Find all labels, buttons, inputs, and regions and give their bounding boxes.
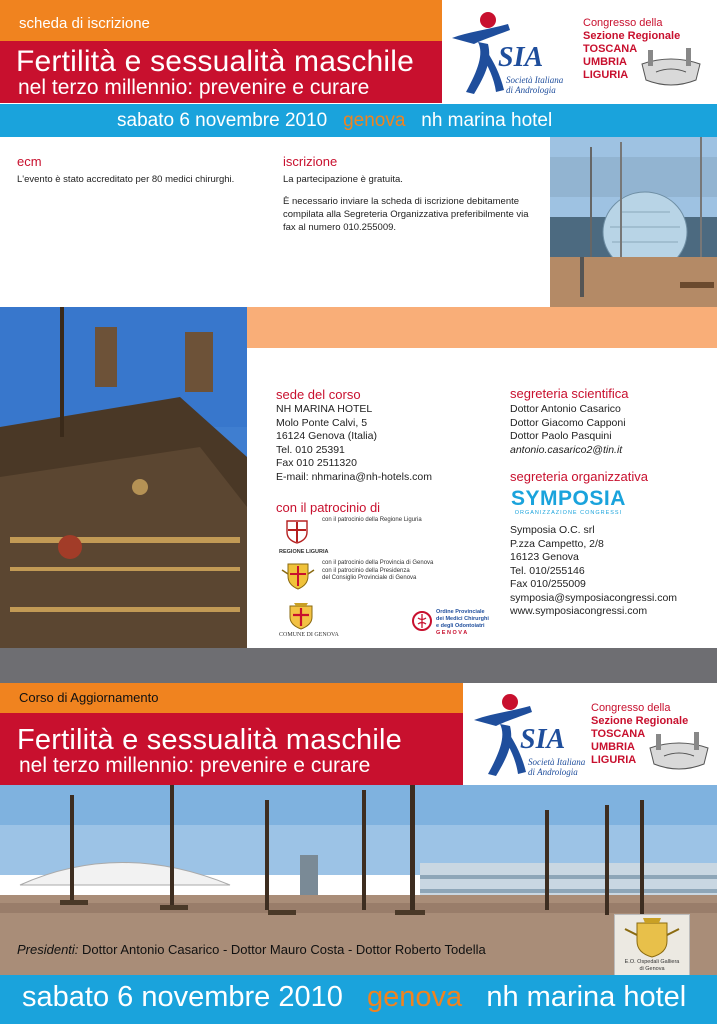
organizzativa-line2: P.zza Campetto, 2/8 <box>510 537 604 550</box>
iscrizione-p2 <box>283 195 529 234</box>
presidents-label: Presidenti: <box>17 942 79 957</box>
presidents-names: Dottor Antonio Casarico - Dottor Mauro Costa - Dottor Roberto Todella <box>82 942 486 957</box>
organizzativa-line4: Tel. 010/255146 <box>510 564 585 577</box>
lighthouse-icon <box>636 42 706 92</box>
grey-separator-bar <box>0 648 717 683</box>
sede-line4: Tel. 010 25391 <box>276 443 345 456</box>
ordine-line1: Ordine Provinciale <box>436 609 485 615</box>
regione-liguria-label: REGIONE LIGURIA <box>279 549 329 555</box>
bottom-city: genova <box>367 981 463 1013</box>
ecm-text: L'evento è stato accreditato per 80 medici chirurghi. <box>17 174 235 185</box>
top-date-line <box>117 110 552 132</box>
organizzativa-website: www.symposiacongressi.com <box>510 605 648 617</box>
symposia-logo-sub: ORGANIZZAZIONE CONGRESSI <box>514 510 623 516</box>
symposia-logo-text: SYMPOSIA <box>511 487 626 510</box>
ordine-line3: e degli Odontoiatri <box>436 623 485 629</box>
top-date: sabato 6 novembre 2010 <box>117 110 328 131</box>
provincia-text <box>322 560 433 583</box>
middle-peach-bar <box>247 307 717 348</box>
regione-liguria-text: con il patrocinio della Regione Liguria <box>322 517 422 523</box>
segreteria-scientifica-heading: segreteria scientifica <box>510 386 629 401</box>
organizzativa-line1: Symposia O.C. srl <box>510 524 595 536</box>
galliera-line2: di Genova <box>639 966 665 972</box>
congress-line1: Congresso della <box>583 17 663 29</box>
top-city: genova <box>343 110 406 131</box>
iscrizione-heading: iscrizione <box>283 154 338 169</box>
sia-logo-bottom <box>470 690 590 784</box>
sede-details <box>276 403 432 484</box>
top-title-main: Fertilità e sessualità maschile <box>16 45 415 78</box>
iscrizione-p2-line1: È necessario inviare la scheda di iscrizione debitamente <box>283 196 520 207</box>
congress-bottom-line2: Sezione Regionale <box>591 715 689 727</box>
symposia-logo <box>511 488 626 516</box>
scientifica-line2: Dottor Giacomo Capponi <box>510 416 626 429</box>
regione-liguria-emblem <box>284 518 310 544</box>
congress-line2: Sezione Regionale <box>583 30 681 42</box>
sede-heading: sede del corso <box>276 387 361 402</box>
scientifica-line1: Dottor Antonio Casarico <box>510 403 621 415</box>
comune-genova-label: COMUNE DI GENOVA <box>279 632 339 638</box>
sia-name: SIA <box>498 42 544 73</box>
regione-liguria-icon <box>284 518 310 544</box>
provincia-genova-emblem <box>281 562 315 590</box>
bottom-venue: nh marina hotel <box>486 981 687 1013</box>
port-photo <box>550 137 717 307</box>
comune-genova-icon <box>286 602 316 630</box>
galliera-logo <box>614 914 690 978</box>
ordine-medici-text <box>436 609 489 637</box>
organizzativa-email: symposia@symposiacongressi.com <box>510 591 678 604</box>
sia-logo <box>448 8 568 102</box>
sia-line1: Società Italiana <box>506 75 564 85</box>
scientifica-email: antonio.casarico2@tin.it <box>510 443 623 456</box>
sia-line1-bottom: Società Italiana <box>528 757 586 767</box>
bottom-title-main: Fertilità e sessualità maschile <box>17 724 402 756</box>
lighthouse-emblem <box>636 42 706 92</box>
provincia-genova-icon <box>281 562 315 590</box>
ordine-line2: dei Medici Chirurghi <box>436 616 489 622</box>
congress-region-1: TOSCANA <box>583 43 638 55</box>
bottom-date-line <box>22 981 686 1014</box>
bottom-title-sub: nel terzo millennio: prevenire e curare <box>19 754 371 777</box>
ordine-city: G E N O V A <box>436 630 468 636</box>
iscrizione-p2-line3: fax al numero 010.255009. <box>283 222 397 233</box>
comune-genova-emblem <box>286 602 316 630</box>
provincia-line1: con il patrocinio della Provincia di Genova <box>322 560 434 566</box>
sede-line2: Molo Ponte Calvi, 5 <box>276 416 368 429</box>
lighthouse-emblem-bottom <box>644 726 714 776</box>
congress-bottom-region-1: TOSCANA <box>591 728 646 740</box>
sede-line3: 16124 Genova (Italia) <box>276 430 377 442</box>
provincia-line2: con il patrocinio della Presidenza <box>322 567 410 574</box>
galleon-photo <box>0 307 247 648</box>
ordine-medici-icon <box>411 610 433 632</box>
bottom-header-label: Corso di Aggiornamento <box>19 690 159 705</box>
segreteria-organizzativa-list <box>510 524 677 619</box>
sede-line1: NH MARINA HOTEL <box>276 403 373 415</box>
patrocinio-heading: con il patrocinio di <box>276 500 381 515</box>
organizzativa-line3: 16123 Genova <box>510 551 579 563</box>
bottom-date: sabato 6 novembre 2010 <box>22 981 343 1013</box>
ecm-heading: ecm <box>17 154 42 169</box>
sia-line2: di Andrologia <box>506 85 556 95</box>
ordine-medici-emblem <box>411 610 433 632</box>
scientifica-line3: Dottor Paolo Pasquini <box>510 430 612 442</box>
congress-region-2: UMBRIA <box>583 56 627 68</box>
organizzativa-line5: Fax 010/255009 <box>510 578 586 590</box>
segreteria-organizzativa-heading: segreteria organizzativa <box>510 469 649 484</box>
congress-bottom-region-2: UMBRIA <box>591 741 635 753</box>
top-venue: nh marina hotel <box>421 110 553 131</box>
segreteria-scientifica-list <box>510 403 626 457</box>
sede-email: E-mail: nhmarina@nh-hotels.com <box>276 470 432 483</box>
presidents-line <box>17 942 486 957</box>
iscrizione-p1: La partecipazione è gratuita. <box>283 174 403 185</box>
congress-bottom-line1: Congresso della <box>591 702 671 714</box>
congress-bottom-region-3: LIGURIA <box>591 754 637 766</box>
sede-line5: Fax 010 2511320 <box>276 457 357 469</box>
sia-line2-bottom: di Andrologia <box>528 767 578 777</box>
lighthouse-icon-bottom <box>644 726 714 776</box>
iscrizione-p2-line2: compilata alla Segreteria Organizzativa preferibilmente via <box>283 209 529 220</box>
sia-name-bottom: SIA <box>520 724 566 755</box>
congress-region-3: LIGURIA <box>583 69 629 81</box>
galliera-crest-icon <box>615 915 689 959</box>
top-title-sub: nel terzo millennio: prevenire e curare <box>18 76 370 99</box>
top-header-label: scheda di iscrizione <box>19 15 150 32</box>
provincia-line3: del Consiglio Provinciale di Genova <box>322 575 417 581</box>
galliera-line1: E.O. Ospedali Galliera <box>624 959 680 965</box>
